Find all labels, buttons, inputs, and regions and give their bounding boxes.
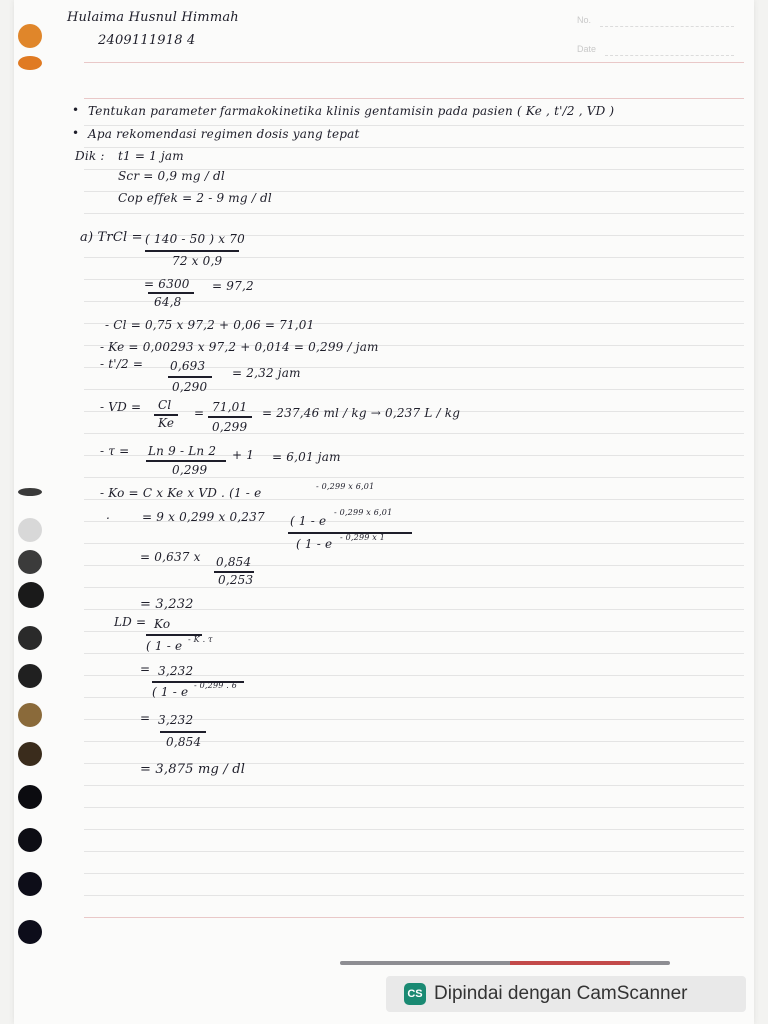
tcl-denominator: 72 x 0,9	[172, 254, 223, 268]
dik-cop: Cop effek = 2 - 9 mg / dl	[118, 191, 272, 205]
tcl-numerator: ( 140 - 50 ) x 70	[145, 232, 245, 246]
fraction-bar	[146, 460, 226, 462]
ko-dot: .	[106, 508, 111, 522]
ruled-line	[84, 917, 744, 918]
ruled-line	[84, 433, 744, 434]
thalf-numerator: 0,693	[170, 359, 206, 373]
ruled-line	[84, 98, 744, 99]
student-name: Hulaima Husnul Himmah	[67, 10, 239, 25]
ld-step2-equals: =	[140, 711, 151, 725]
student-id: 2409111918 4	[98, 33, 196, 48]
ld-step1-equals: =	[140, 662, 151, 676]
vd-numerator: Cl	[158, 398, 172, 412]
ke-line: - Ke = 0,00293 x 97,2 + 0,014 = 0,299 / jam	[100, 340, 379, 354]
tau-denominator: 0,299	[172, 463, 208, 477]
no-label: No.	[577, 15, 592, 25]
vd-result: = 237,46 ml / kg → 0,237 L / kg	[262, 406, 461, 420]
page-bottom-edge	[340, 961, 670, 965]
ko-formula: - Ko = C x Ke x VD . (1 - e	[100, 486, 262, 500]
ko-formula-exponent: - 0,299 x 6,01	[316, 482, 375, 491]
dik-scr: Scr = 0,9 mg / dl	[118, 169, 225, 183]
binder-hole	[18, 626, 42, 650]
ko-result: = 3,232	[140, 597, 194, 612]
no-line	[600, 26, 734, 28]
ko-frac-denominator: ( 1 - e	[296, 537, 333, 551]
ruled-line	[84, 477, 744, 478]
ruled-line	[84, 587, 744, 588]
ld-step1-numerator: 3,232	[158, 664, 194, 678]
ld-step1-denominator: ( 1 - e	[152, 685, 189, 699]
vd-step-numerator: 71,01	[212, 400, 248, 414]
tcl-step2-denominator: 64,8	[154, 295, 182, 309]
binder-hole	[18, 664, 42, 688]
ko-frac-numerator-exponent: - 0,299 x 6,01	[334, 508, 393, 517]
ruled-line	[84, 213, 744, 214]
camscanner-watermark	[386, 976, 746, 1012]
ruled-line	[84, 147, 744, 148]
camscanner-text: Dipindai dengan CamScanner	[434, 983, 688, 1004]
tcl-result: = 97,2	[212, 279, 254, 293]
ruled-line	[84, 565, 744, 566]
ld-denominator-exponent: - K . τ	[188, 635, 213, 644]
ruled-line	[84, 653, 744, 654]
ruled-line	[84, 873, 744, 874]
thalf-denominator: 0,290	[172, 380, 208, 394]
ruled-line	[84, 125, 744, 126]
ko-substitution: = 9 x 0,299 x 0,237	[142, 510, 265, 524]
tau-plus: + 1	[232, 448, 255, 462]
question-1: Tentukan parameter farmakokinetika klinis gentamisin pada pasien ( Ke , t'/2 , VD )	[88, 104, 615, 118]
ko-frac-numerator: ( 1 - e	[290, 514, 327, 528]
ruled-line	[84, 807, 744, 808]
question-2: Apa rekomendasi regimen dosis yang tepat	[88, 127, 360, 141]
binder-hole	[18, 920, 42, 944]
ld-denominator: ( 1 - e	[146, 639, 183, 653]
binder-hole	[18, 582, 44, 608]
binder-hole	[18, 872, 42, 896]
bullet-icon: •	[72, 126, 80, 140]
tau-numerator: Ln 9 - Ln 2	[148, 444, 217, 458]
ruled-line	[84, 785, 744, 786]
ruled-line	[84, 851, 744, 852]
vd-equals: =	[194, 406, 205, 420]
fraction-bar	[145, 250, 239, 252]
ko-step2-denominator: 0,253	[218, 573, 254, 587]
ld-numerator: Ko	[154, 617, 171, 631]
tau-label: - τ =	[100, 444, 130, 458]
cl-line: - Cl = 0,75 x 97,2 + 0,06 = 71,01	[105, 318, 315, 332]
ld-step2-numerator: 3,232	[158, 713, 194, 727]
bullet-icon: •	[72, 103, 80, 117]
ruled-line	[84, 895, 744, 896]
vd-denominator: Ke	[158, 416, 175, 430]
fraction-bar	[208, 416, 252, 418]
ld-result: = 3,875 mg / dl	[140, 762, 246, 777]
tcl-step2-numerator: = 6300	[144, 277, 190, 291]
fraction-bar	[168, 376, 212, 378]
binder-hole	[18, 742, 42, 766]
binder-hole	[18, 785, 42, 809]
ld-step1-denominator-exponent: - 0,299 . 6	[194, 681, 238, 690]
ruled-line	[84, 543, 744, 544]
dik-label: Dik :	[75, 149, 105, 163]
camscanner-logo-icon: CS	[404, 983, 426, 1005]
ruled-line	[84, 301, 744, 302]
binder-hole	[18, 488, 42, 496]
ko-step2-numerator: 0,854	[216, 555, 252, 569]
binder-hole	[18, 703, 42, 727]
vd-step-denominator: 0,299	[212, 420, 248, 434]
thalf-label: - t'/2 =	[100, 357, 144, 371]
date-label: Date	[577, 44, 597, 54]
ko-step2: = 0,637 x	[140, 550, 201, 564]
dik-t1: t1 = 1 jam	[118, 149, 184, 163]
date-line	[605, 55, 734, 57]
ko-frac-denominator-exponent: - 0,299 x 1	[340, 533, 386, 542]
binder-hole	[18, 56, 42, 70]
binder-hole	[18, 828, 42, 852]
ruled-line	[84, 62, 744, 63]
binder-hole	[18, 550, 42, 574]
fraction-bar	[160, 731, 206, 733]
ruled-line	[84, 631, 744, 632]
vd-label: - VD =	[100, 400, 142, 414]
ld-label: LD =	[114, 615, 147, 629]
tau-result: = 6,01 jam	[272, 450, 341, 464]
ruled-line	[84, 829, 744, 830]
fraction-bar	[148, 292, 194, 294]
binder-hole	[18, 518, 42, 542]
ld-step2-denominator: 0,854	[166, 735, 202, 749]
part-a-label: a) TrCl =	[80, 230, 143, 245]
thalf-result: = 2,32 jam	[232, 366, 301, 380]
binder-hole	[18, 24, 42, 48]
